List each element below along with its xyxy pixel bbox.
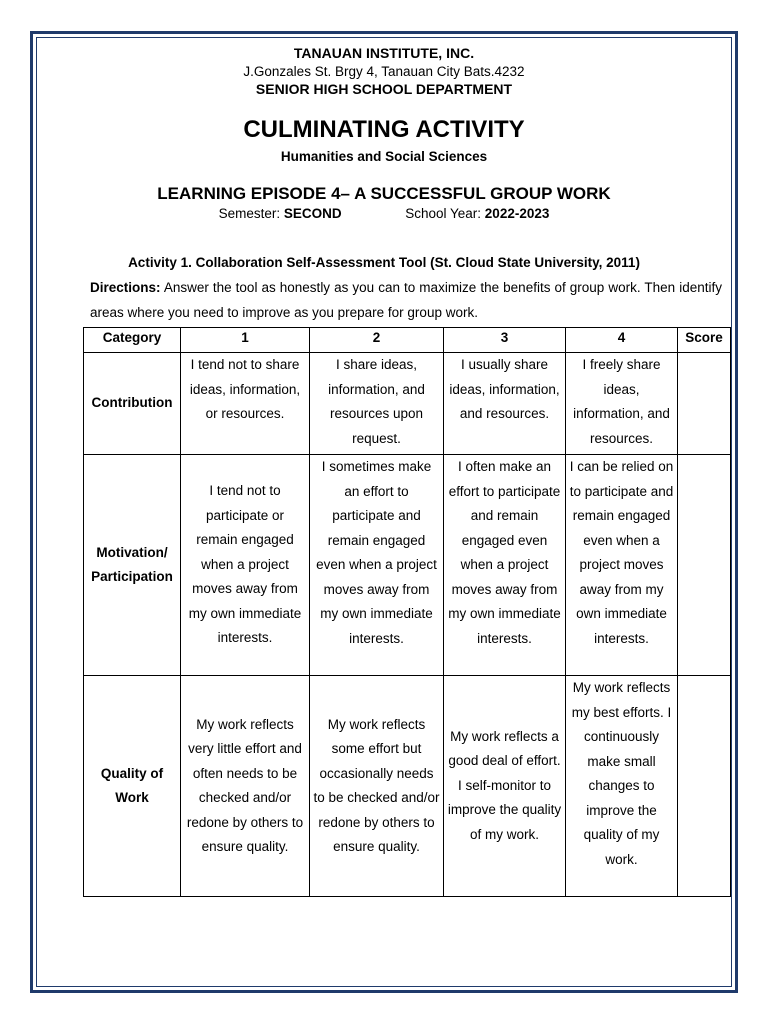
semester-value: SECOND (283, 206, 342, 221)
directions-text: Answer the tool as honestly as you can to maximize the benefits of group work. Then identify areas where you need to improve as you prepare for group work. (90, 280, 722, 320)
activity-title: Activity 1. Collaboration Self-Assessment Tool (St. Cloud State University, 2011) (128, 255, 640, 270)
school-year-value: 2022-2023 (484, 206, 550, 221)
rubric-cell: My work reflects some effort but occasionally needs to be checked and/or redone by others to ensure quality. (310, 676, 444, 897)
semester-row (0, 206, 768, 221)
rubric-cell: My work reflects very little effort and often needs to be checked and/or redone by others to ensure quality. (181, 676, 310, 897)
column-header-1: 1 (181, 328, 310, 353)
directions-paragraph (90, 275, 722, 325)
department-name: SENIOR HIGH SCHOOL DEPARTMENT (255, 81, 513, 97)
episode-title: LEARNING EPISODE 4– A SUCCESSFUL GROUP WORK (157, 184, 611, 203)
rubric-cell: My work reflects a good deal of effort. I self-monitor to improve the quality of my work. (444, 676, 566, 897)
column-header-category: Category (84, 328, 181, 353)
rubric-cell: I tend not to share ideas, information, or resources. (181, 353, 310, 455)
directions-label: Directions: (90, 280, 161, 295)
category-quality: Quality of Work (84, 676, 181, 897)
rubric-table (83, 327, 731, 897)
table-header-row (84, 328, 731, 353)
school-address: J.Gonzales St. Brgy 4, Tanauan City Bats.4232 (243, 64, 525, 79)
table-row (84, 353, 731, 455)
semester-label: Semester: (218, 206, 281, 221)
category-contribution: Contribution (84, 353, 181, 455)
score-cell[interactable] (678, 676, 731, 897)
column-header-score: Score (678, 328, 731, 353)
category-motivation: Motivation/ Participation (84, 455, 181, 676)
rubric-cell: I usually share ideas, information, and resources. (444, 353, 566, 455)
rubric-cell: I share ideas, information, and resources upon request. (310, 353, 444, 455)
page-title: CULMINATING ACTIVITY (243, 116, 525, 143)
table-row (84, 455, 731, 676)
school-year-label: School Year: (405, 206, 482, 221)
score-cell[interactable] (678, 455, 731, 676)
column-header-2: 2 (310, 328, 444, 353)
column-header-3: 3 (444, 328, 566, 353)
rubric-cell: I can be relied on to participate and remain engaged even when a project moves away from my own immediate interests. (566, 455, 678, 676)
rubric-cell: My work reflects my best efforts. I continuously make small changes to improve the quality of my work. (566, 676, 678, 897)
page-subtitle: Humanities and Social Sciences (280, 149, 488, 164)
school-name: TANAUAN INSTITUTE, INC. (293, 45, 475, 61)
rubric-cell: I often make an effort to participate and remain engaged even when a project moves away from my own immediate interests. (444, 455, 566, 676)
rubric-cell: I freely share ideas, information, and resources. (566, 353, 678, 455)
rubric-cell: I tend not to participate or remain engaged when a project moves away from my own immediate interests. (181, 455, 310, 676)
table-row (84, 676, 731, 897)
column-header-4: 4 (566, 328, 678, 353)
rubric-cell: I sometimes make an effort to participate and remain engaged even when a project moves away from my own immediate interests. (310, 455, 444, 676)
score-cell[interactable] (678, 353, 731, 455)
